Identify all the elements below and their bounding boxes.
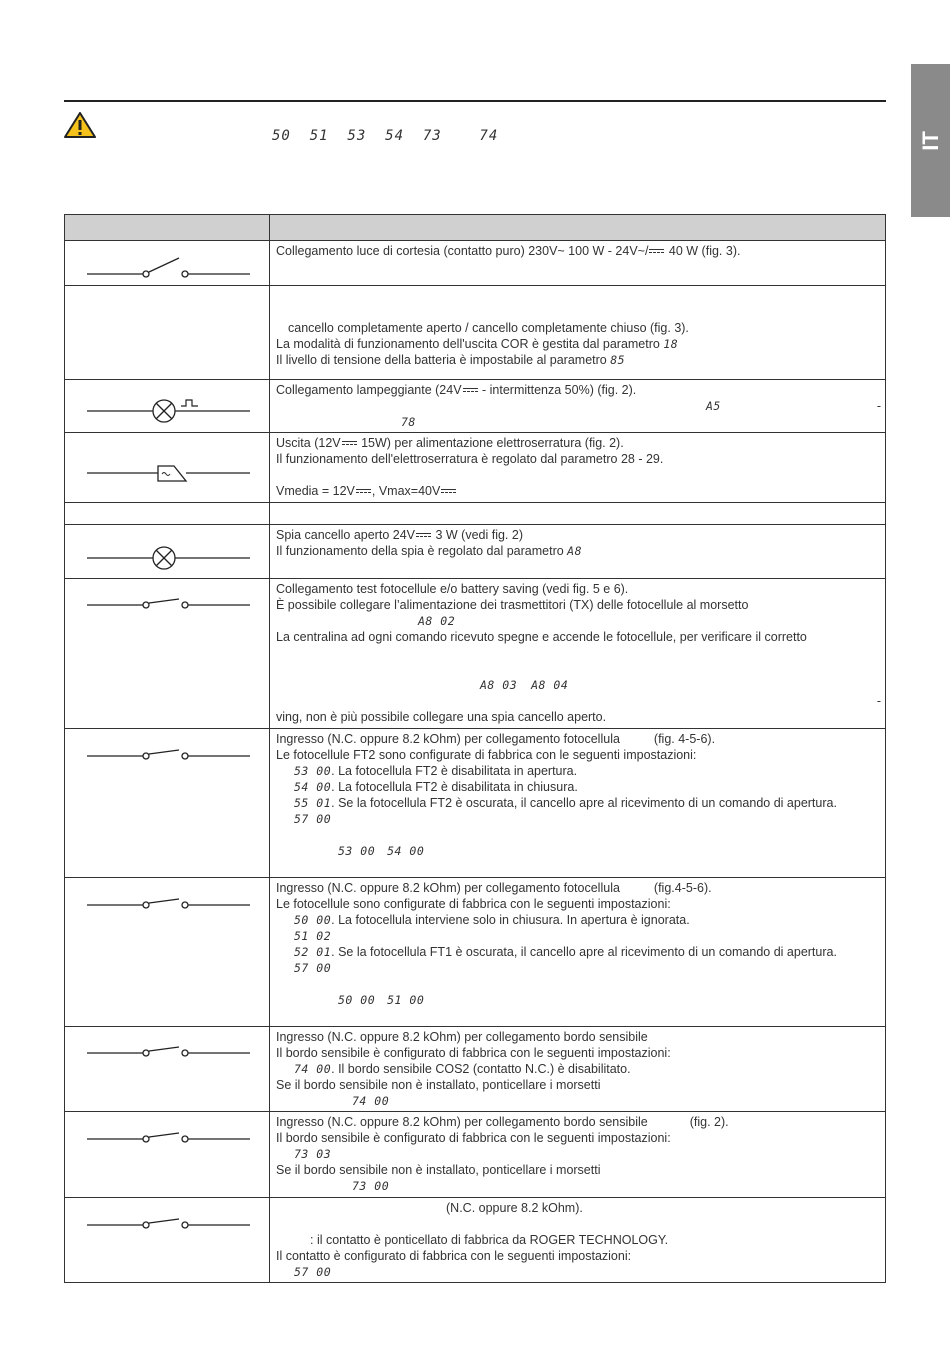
warning-icon <box>64 112 96 138</box>
warning-params: 50 51 53 54 73 74 <box>272 128 499 144</box>
row-description: Ingresso (N.C. oppure 8.2 kOhm) per collegamento bordo sensibile (fig. 2). Il bordo sensibile è configurato di fabbrica con le seguenti impostazioni: 73 03 Se il bordo sensibile non è installato, ponticellare i morsetti 73 00 <box>270 1112 886 1198</box>
contact-icon <box>65 729 270 878</box>
empty-symbol <box>65 286 270 380</box>
electric-lock-icon <box>65 433 270 503</box>
switch-open-symbol <box>65 241 270 286</box>
row-description: Ingresso (N.C. oppure 8.2 kOhm) per collegamento fotocellula (fig. 4-5-6). Le fotocellule FT2 sono configurate di fabbrica con le seguenti impostazioni: 53 00. La fotocellula FT2 è disabilitata in apertura. 54 00. La fotocellula FT2 è disabilitata in chiusura. 55 01. Se la fotocellula FT2 è oscurata, il cancello apre al ricevimento di un comando di apertura. 57 00 53 00 54 00 <box>270 729 886 878</box>
dc-symbol-icon <box>416 533 431 539</box>
contact-no-symbol <box>65 579 270 729</box>
language-tab <box>911 64 950 217</box>
language-tab-label: IT <box>917 130 943 151</box>
dc-symbol-icon <box>356 489 371 495</box>
table-row <box>65 503 886 525</box>
contact-icon <box>65 1112 270 1198</box>
switch-icon <box>65 241 270 286</box>
table-row <box>65 380 886 433</box>
contact-nc-symbol <box>65 1027 270 1112</box>
row-description: Collegamento lampeggiante (24V - intermittenza 50%) (fig. 2). A5 - 78 <box>270 380 886 433</box>
contact-nc-symbol <box>65 1198 270 1283</box>
contact-icon <box>65 1027 270 1112</box>
row-description: Ingresso (N.C. oppure 8.2 kOhm) per collegamento fotocellula (fig.4-5-6). Le fotocellule sono configurate di fabbrica con le seguenti impostazioni: 50 00. La fotocellula interviene solo in chiusura. In apertura è ignorata. 51 02 52 01. Se la fotocellula FT1 è oscurata, il cancello apre al ricevimento di un comando di apertura. 57 00 50 00 51 00 <box>270 878 886 1027</box>
table-row <box>65 525 886 579</box>
row-description: cancello completamente aperto / cancello completamente chiuso (fig. 3). La modalità di funzionamento dell'uscita COR è gestita dal parametro 18 Il livello di tensione della batteria è impostabile al parametro 85 <box>270 286 886 380</box>
dc-symbol-icon <box>342 441 357 447</box>
row-description: Ingresso (N.C. oppure 8.2 kOhm) per collegamento bordo sensibile Il bordo sensibile è configurato di fabbrica con le seguenti impostazioni: 74 00. Il bordo sensibile COS2 (contatto N.C.) è disabilitato. Se il bordo sensibile non è installato, ponticellare i morsetti 74 00 <box>270 1027 886 1112</box>
row-description: Uscita (12V 15W) per alimentazione elettroserratura (fig. 2). Il funzionamento dell'elettroserratura è regolato dal parametro 28 - 29. Vmedia = 12V , Vmax=40V <box>270 433 886 503</box>
contact-nc-symbol <box>65 1112 270 1198</box>
empty-description <box>270 503 886 525</box>
contact-icon <box>65 1198 270 1283</box>
row-description: Collegamento luce di cortesia (contatto puro) 230V~ 100 W - 24V~/ 40 W (fig. 3). <box>270 241 886 286</box>
header-description <box>270 215 886 241</box>
table-row <box>65 878 886 1027</box>
header-rule <box>64 100 886 102</box>
row-description: Spia cancello aperto 24V 3 W (vedi fig. 2) Il funzionamento della spia è regolato dal parametro A8 <box>270 525 886 579</box>
dc-symbol-icon <box>463 388 478 394</box>
table-row <box>65 1027 886 1112</box>
contact-icon <box>65 579 270 729</box>
terminals-table <box>64 214 886 1283</box>
electric-lock-symbol <box>65 433 270 503</box>
contact-nc-symbol <box>65 878 270 1027</box>
lamp-symbol <box>65 525 270 579</box>
table-row <box>65 1198 886 1283</box>
row-description: Collegamento test fotocellule e/o battery saving (vedi fig. 5 e 6). È possibile collegare l’alimentazione dei trasmettitori (TX) delle fotocellule al morsetto A8 02 La centralina ad ogni comando ricevuto spegne e accende le fotocellule, per verificare il corretto A8 03 A8 04 - ving, non è più possibile collegare una spia cancello aperto. <box>270 579 886 729</box>
dc-symbol-icon <box>441 489 456 495</box>
dc-symbol-icon <box>649 249 664 255</box>
lamp-icon <box>65 525 270 579</box>
table-row <box>65 433 886 503</box>
table-row <box>65 1112 886 1198</box>
empty-symbol <box>65 503 270 525</box>
contact-nc-symbol <box>65 729 270 878</box>
table-row <box>65 241 886 286</box>
table-row <box>65 729 886 878</box>
lamp-flashing-symbol <box>65 380 270 433</box>
table-header <box>65 215 886 241</box>
table-row <box>65 286 886 380</box>
header-symbol <box>65 215 270 241</box>
flashing-lamp-icon <box>65 380 270 433</box>
contact-icon <box>65 878 270 1027</box>
table-row <box>65 579 886 729</box>
row-description: (N.C. oppure 8.2 kOhm). : il contatto è ponticellato di fabbrica da ROGER TECHNOLOGY. Il contatto è configurato di fabbrica con le seguenti impostazioni: 57 00 <box>270 1198 886 1283</box>
